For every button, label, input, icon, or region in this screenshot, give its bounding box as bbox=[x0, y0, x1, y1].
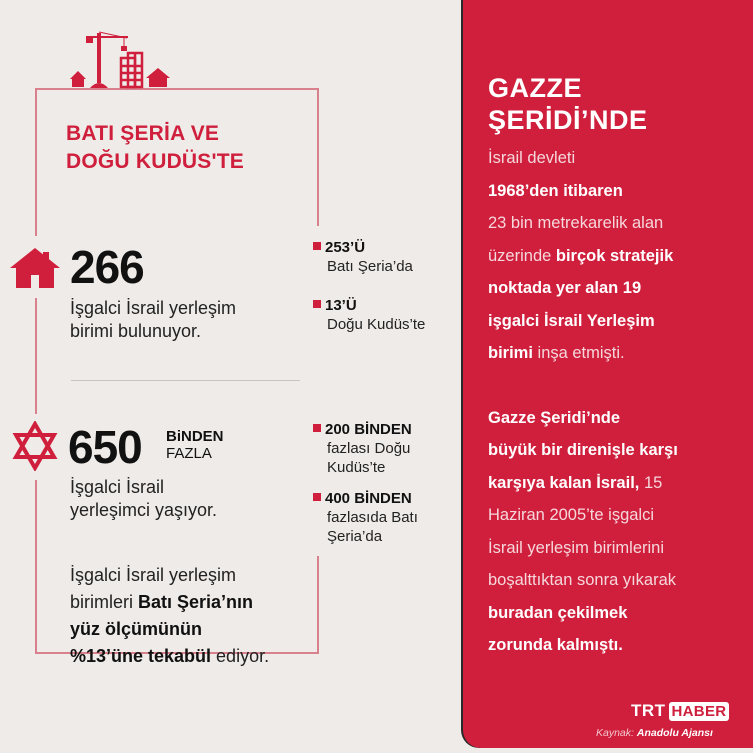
section-title-line: DOĞU KUDÜS'TE bbox=[66, 150, 244, 173]
suffix-bold: BiNDEN bbox=[166, 428, 224, 445]
settler-count-suffix bbox=[166, 428, 224, 462]
bullet-east-jerusalem bbox=[313, 296, 425, 334]
text-normal: inşa etmişti. bbox=[532, 344, 625, 362]
trt-haber-logo bbox=[631, 701, 729, 721]
bullet-title: 253’Ü bbox=[325, 239, 366, 256]
gaza-title bbox=[488, 72, 648, 136]
text-bold: büyük bir direnişle karşı bbox=[488, 441, 678, 459]
logo-trt: TRT bbox=[631, 701, 666, 720]
bullet-400k bbox=[313, 489, 418, 546]
text-bold: karşıya kalan İsrail, bbox=[488, 473, 640, 492]
text-line: İşgalci İsrail yerleşim bbox=[70, 565, 237, 585]
text-line bbox=[70, 589, 269, 616]
star-of-david-icon bbox=[12, 421, 58, 471]
text-bold: 1968’den itibaren bbox=[488, 181, 623, 200]
source-value: Anadolu Ajansı bbox=[636, 727, 713, 739]
text-bold: yüz ölçümünün bbox=[70, 619, 202, 639]
text-line: İsrail devleti bbox=[488, 149, 576, 167]
text-bold: noktada yer alan 19 bbox=[488, 279, 642, 297]
bullet-text: Şeria’da bbox=[327, 528, 383, 545]
house-icon bbox=[10, 246, 60, 288]
text-bold: birimi bbox=[488, 344, 533, 362]
bullet-title: 13’Ü bbox=[325, 297, 357, 314]
desc-line: İşgalci İsrail yerleşim bbox=[70, 298, 237, 318]
text-normal: üzerinde bbox=[488, 246, 556, 265]
text-bold: Batı Şeria’nın bbox=[138, 592, 254, 612]
section-title bbox=[66, 120, 244, 176]
construction-icons bbox=[68, 30, 178, 90]
section-divider bbox=[71, 380, 300, 381]
text-line: 23 bin metrekarelik alan bbox=[488, 214, 664, 232]
desc-line: İşgalci İsrail bbox=[70, 477, 165, 497]
bullet-marker bbox=[313, 493, 321, 501]
building-icon bbox=[121, 53, 142, 87]
settlement-count: 266 bbox=[70, 241, 144, 293]
text-bold: zorunda kalmıştı. bbox=[488, 636, 623, 654]
text-line: boşalttıktan sonra yıkarak bbox=[488, 571, 677, 589]
area-percentage-text bbox=[70, 562, 269, 670]
bullet-text: Batı Şeria’da bbox=[327, 258, 413, 275]
text-normal: 15 bbox=[639, 473, 663, 492]
text-normal: ediyor. bbox=[211, 646, 270, 666]
text-line: Haziran 2005’te işgalci bbox=[488, 506, 655, 524]
bullet-text: fazlasıda Batı bbox=[327, 509, 418, 526]
bullet-marker bbox=[313, 300, 321, 308]
text-line: İsrail yerleşim birimlerini bbox=[488, 538, 665, 557]
bullet-marker bbox=[313, 424, 321, 432]
source-credit bbox=[596, 727, 713, 739]
settler-count: 650 bbox=[68, 421, 142, 473]
text-line bbox=[70, 616, 269, 643]
bullet-text: Doğu Kudüs’te bbox=[327, 316, 426, 333]
source-label: Kaynak: bbox=[596, 727, 637, 739]
logo-haber: HABER bbox=[669, 702, 730, 721]
small-house-icon bbox=[70, 71, 86, 87]
text-bold: işgalci İsrail Yerleşim bbox=[488, 311, 655, 330]
section-title-line: BATI ŞERİA VE bbox=[66, 122, 220, 145]
bullet-text: fazlası Doğu bbox=[327, 440, 411, 457]
house-icon bbox=[146, 68, 170, 87]
settlement-desc bbox=[70, 297, 236, 343]
desc-line: yerleşimci yaşıyor. bbox=[70, 500, 218, 520]
text-bold: buradan çekilmek bbox=[488, 603, 628, 622]
text-line bbox=[70, 643, 269, 670]
gaza-body bbox=[488, 142, 738, 662]
title-line: GAZZE bbox=[488, 73, 582, 103]
text-bold: Gazze Şeridi’nde bbox=[488, 408, 621, 427]
text-bold: birçok stratejik bbox=[555, 246, 674, 265]
bullet-west-bank bbox=[313, 238, 413, 276]
suffix-normal: FAZLA bbox=[166, 445, 212, 462]
bullet-marker bbox=[313, 242, 321, 250]
text-normal: birimleri bbox=[70, 592, 139, 612]
desc-line: birimi bulunuyor. bbox=[70, 321, 202, 341]
settler-desc bbox=[70, 476, 217, 522]
bullet-text: Kudüs’te bbox=[327, 459, 386, 476]
title-line: ŞERİDİ’NDE bbox=[488, 105, 648, 135]
bullet-title: 400 BİNDEN bbox=[325, 490, 412, 507]
bullet-200k bbox=[313, 420, 412, 477]
text-bold: %13’üne tekabül bbox=[70, 646, 212, 666]
bullet-title: 200 BİNDEN bbox=[325, 421, 412, 438]
